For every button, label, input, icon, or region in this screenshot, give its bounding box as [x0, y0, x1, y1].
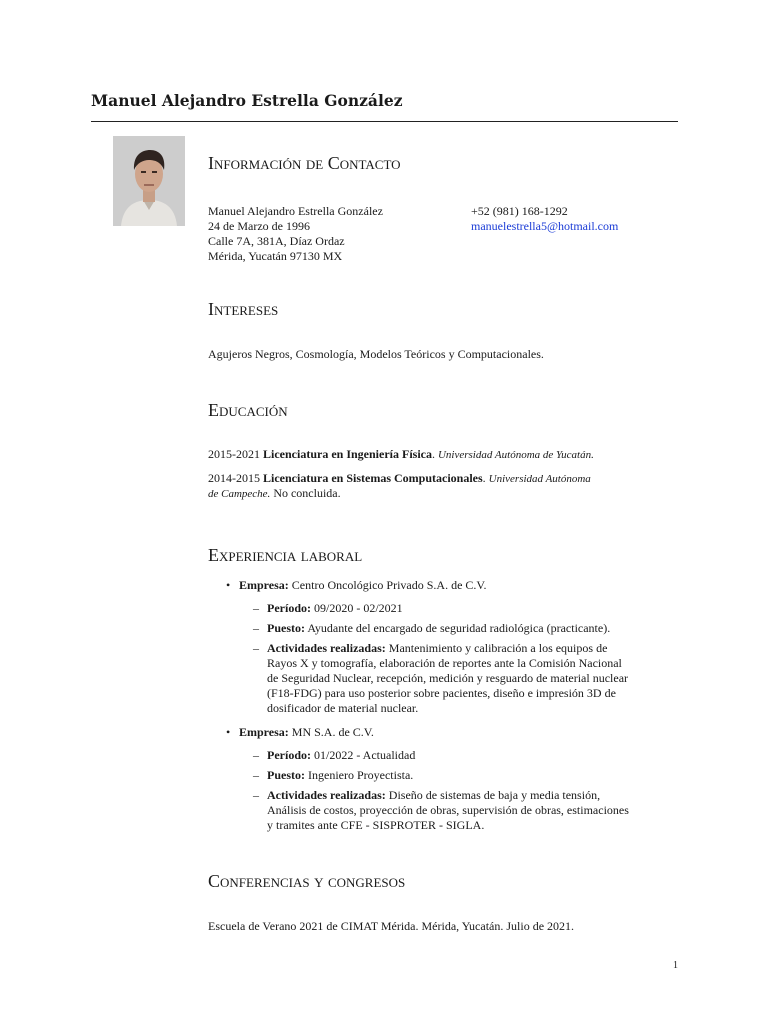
conferences-text: Escuela de Verano 2021 de CIMAT Mérida. Mérida, Yucatán. Julio de 2021. [208, 919, 575, 933]
interests-text: Agujeros Negros, Cosmología, Modelos Teóricos y Computacionales. [208, 347, 544, 361]
job-2-position: Puesto: Ingeniero Proyectista. [267, 768, 414, 782]
job-1-activities-line: Rayos X y tomografía, elaboración de reportes ante la Comisión Nacional [267, 656, 622, 670]
contact-phone: +52 (981) 168-1292 [471, 204, 568, 218]
dash-icon: – [253, 748, 259, 762]
contact-street: Calle 7A, 381A, Díaz Ordaz [208, 234, 345, 248]
education-item-1: 2015-2021 Licenciatura en Ingeniería Física. Universidad Autónoma de Yucatán. [208, 447, 594, 461]
dash-icon: – [253, 621, 259, 635]
job-1-position: Puesto: Ayudante del encargado de seguridad radiológica (practicante). [267, 621, 611, 635]
job-2-company: Empresa: MN S.A. de C.V. [239, 725, 374, 739]
bullet-icon: • [226, 725, 231, 739]
profile-photo-image [113, 136, 185, 226]
interests-section-title: Intereses [208, 299, 279, 319]
job-2-activities-line: Análisis de costos, proyección de obras, supervisión de obras, estimaciones [267, 803, 629, 817]
dash-icon: – [253, 641, 259, 655]
job-1-activities-line: de Seguridad Nuclear, recepción, medición y resguardo de material nuclear [267, 671, 629, 685]
job-1-activities-line: (F18-FDG) para uso posterior sobre pacientes, diseño e impresión 3D de [267, 686, 616, 700]
job-2-activities: Actividades realizadas: Diseño de sistemas de baja y media tensión, [267, 788, 601, 802]
contact-name: Manuel Alejandro Estrella González [208, 204, 383, 218]
dash-icon: – [253, 768, 259, 782]
bullet-icon: • [226, 578, 231, 592]
page-number: 1 [673, 960, 678, 971]
education-item-2: 2014-2015 Licenciatura en Sistemas Computacionales. Universidad Autónoma [208, 471, 591, 485]
conferences-section-title: Conferencias y congresos [208, 871, 406, 891]
job-1-activities: Actividades realizadas: Mantenimiento y calibración a los equipos de [267, 641, 608, 655]
job-1-company: Empresa: Centro Oncológico Privado S.A. de C.V. [239, 578, 487, 592]
contact-birthdate: 24 de Marzo de 1996 [208, 219, 310, 233]
education-years: 2014-2015 [208, 471, 260, 485]
header-rule [91, 121, 678, 122]
education-note: No concluida. [273, 486, 341, 500]
profile-photo [113, 136, 185, 226]
education-school: Universidad Autónoma [488, 473, 591, 485]
dash-icon: – [253, 601, 259, 615]
education-years: 2015-2021 [208, 447, 260, 461]
contact-email-link[interactable]: manuelestrella5@hotmail.com [471, 219, 619, 233]
education-section-title: Educación [208, 400, 288, 420]
education-degree: Licenciatura en Ingeniería Física [263, 447, 432, 461]
education-school: Universidad Autónoma de Yucatán. [437, 449, 594, 461]
dash-icon: – [253, 788, 259, 802]
job-1-period: Período: 09/2020 - 02/2021 [267, 601, 403, 615]
job-2-activities-line: y tramites ante CFE - SISPROTER - SIGLA. [267, 818, 485, 832]
experience-section-title: Experiencia laboral [208, 545, 363, 565]
contact-city: Mérida, Yucatán 97130 MX [208, 249, 343, 263]
contact-section-title: Información de Contacto [208, 153, 401, 173]
education-degree: Licenciatura en Sistemas Computacionales [263, 471, 483, 485]
job-1-activities-line: dosificador de material nuclear. [267, 701, 419, 715]
header-name: Manuel Alejandro Estrella González [91, 91, 403, 110]
job-2-period: Período: 01/2022 - Actualidad [267, 748, 416, 762]
education-school-cont: de Campeche. [208, 488, 271, 500]
education-item-2-cont [208, 486, 341, 502]
